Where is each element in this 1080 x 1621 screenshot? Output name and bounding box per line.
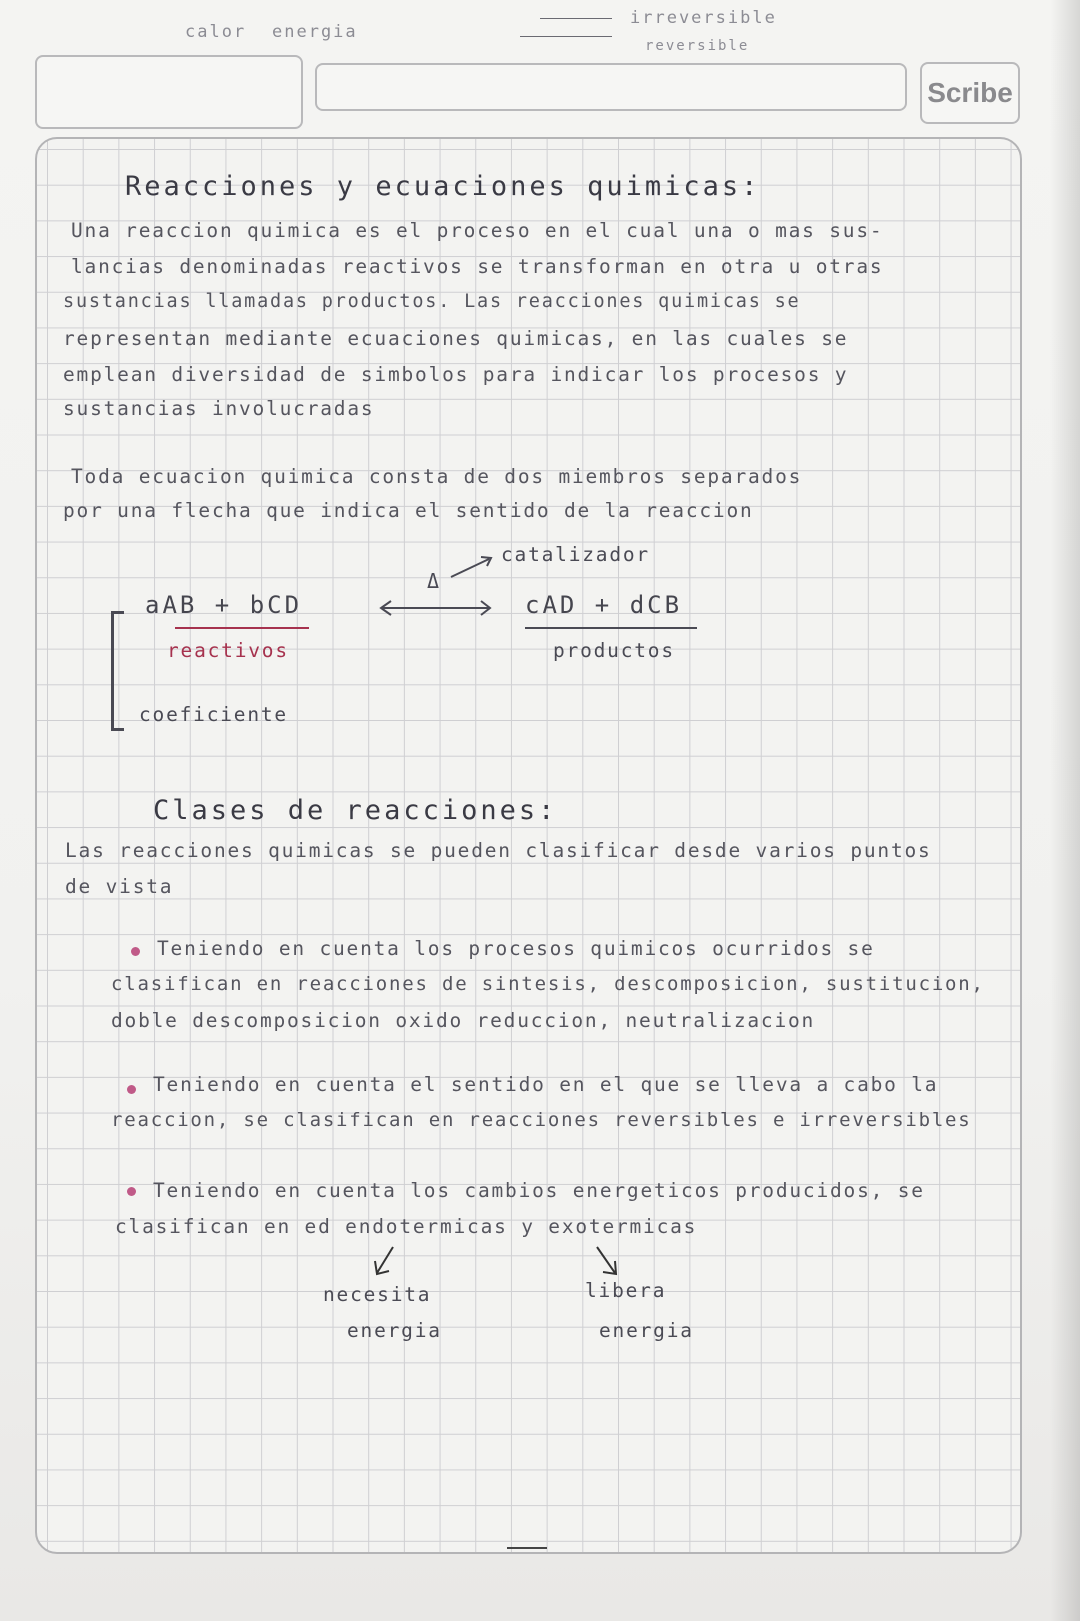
exothermic-label-2: energia bbox=[599, 1319, 694, 1342]
equation-reversible-arrow-icon bbox=[377, 595, 495, 621]
exothermic-arrow-icon bbox=[589, 1243, 629, 1279]
brand-logo: Scribe bbox=[920, 62, 1020, 124]
equation-right-side: cAD + dCB bbox=[525, 591, 683, 619]
section-subtitle: Clases de reacciones: bbox=[153, 795, 558, 826]
bullet3-line: clasifican en ed endotermicas y exotermicas bbox=[115, 1215, 698, 1238]
paragraph3-line: Las reacciones quimicas se pueden clasificar desde varios puntos bbox=[65, 839, 932, 862]
delta-symbol: Δ bbox=[427, 569, 441, 593]
bullet2-line: reaccion, se clasifican en reacciones reversibles e irreversibles bbox=[111, 1109, 972, 1131]
header-note-irreversible: irreversible bbox=[630, 8, 777, 28]
header-note-energy: energia bbox=[272, 22, 358, 42]
paragraph3-line: de vista bbox=[65, 875, 174, 898]
reactants-underline bbox=[175, 627, 309, 629]
paragraph1-line: sustancias involucradas bbox=[63, 397, 375, 420]
exothermic-label-1: libera bbox=[585, 1279, 667, 1302]
bullet-dot bbox=[127, 1085, 136, 1094]
page-edge-shadow bbox=[1050, 0, 1080, 1621]
bullet1-line: clasifican en reacciones de sintesis, descomposicion, sustitucion, bbox=[111, 973, 985, 995]
bottom-pen-mark bbox=[507, 1547, 547, 1549]
bullet-dot bbox=[131, 947, 140, 956]
catalyst-label: catalizador bbox=[501, 543, 650, 566]
bullet1-line: Teniendo en cuenta los procesos quimicos ocurridos se bbox=[157, 937, 875, 960]
catalyst-arrow-icon bbox=[447, 551, 497, 581]
header-note-heat: calor bbox=[185, 22, 247, 42]
bullet1-line: doble descomposicion oxido reduccion, neutralizacion bbox=[111, 1009, 816, 1032]
products-underline bbox=[525, 627, 697, 629]
page-title: Reacciones y ecuaciones quimicas: bbox=[125, 171, 761, 202]
bullet-dot bbox=[127, 1187, 136, 1196]
paragraph1-line: lancias denominadas reactivos se transforman en otra u otras bbox=[71, 255, 884, 278]
irreversible-arrow bbox=[540, 18, 612, 19]
coefficient-bracket bbox=[111, 611, 124, 731]
bullet2-line: Teniendo en cuenta el sentido en el que se lleva a cabo la bbox=[153, 1073, 939, 1096]
topic-box bbox=[315, 63, 907, 111]
endothermic-label-2: energia bbox=[347, 1319, 442, 1342]
reactants-label: reactivos bbox=[167, 639, 289, 662]
grid-sheet bbox=[35, 137, 1022, 1554]
paragraph1-line: sustancias llamadas productos. Las reacciones quimicas se bbox=[63, 291, 801, 312]
paragraph1-line: Una reaccion quimica es el proceso en el cual una o mas sus- bbox=[71, 219, 884, 242]
paragraph2-line: por una flecha que indica el sentido de la reaccion bbox=[63, 499, 754, 522]
endothermic-label-1: necesita bbox=[323, 1283, 432, 1306]
endothermic-arrow-icon bbox=[367, 1243, 407, 1279]
bullet3-line: Teniendo en cuenta los cambios energeticos producidos, se bbox=[153, 1179, 925, 1202]
paragraph1-line: representan mediante ecuaciones quimicas, en las cuales se bbox=[63, 327, 849, 350]
paragraph2-line: Toda ecuacion quimica consta de dos miembros separados bbox=[71, 465, 803, 488]
header-note-reversible: reversible bbox=[645, 38, 750, 54]
paragraph1-line: emplean diversidad de simbolos para indicar los procesos y bbox=[63, 363, 849, 386]
products-label: productos bbox=[553, 639, 675, 662]
reversible-arrow bbox=[520, 36, 612, 37]
equation-left-side: aAB + bCD bbox=[145, 591, 303, 619]
coefficient-label: coeficiente bbox=[139, 703, 288, 726]
date-box bbox=[35, 55, 303, 129]
